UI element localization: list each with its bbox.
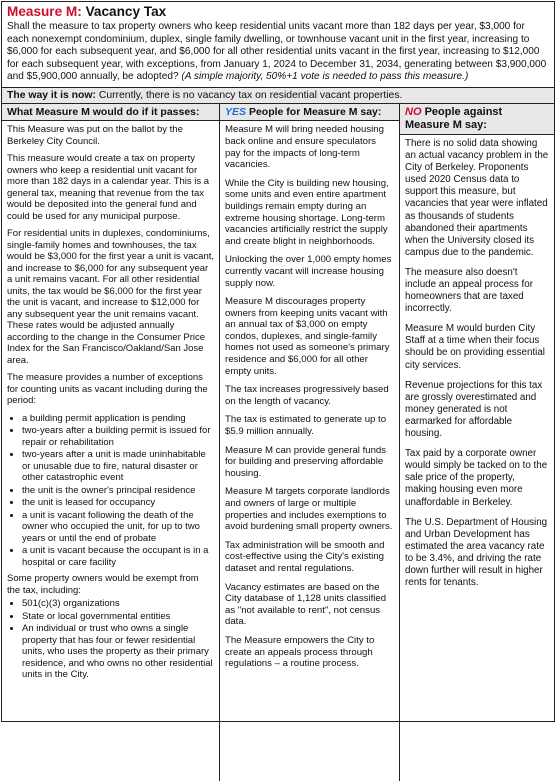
exceptions-list: [7, 413, 214, 569]
no-body: [400, 135, 554, 589]
list-item: • the unit is leased for occupancy: [22, 497, 214, 509]
paragraph: Vacancy estimates are based on the City database of 1,128 units classified as "not available to rent", not census data.: [225, 581, 387, 628]
exempt-list: [7, 598, 214, 681]
paragraph: Measure M can provide general funds for building and preserving affordable housing.: [225, 444, 387, 479]
what-measure-does-column: [2, 104, 220, 781]
paragraph: The Measure empowers the City to create an appeals process through regulations – a routine process.: [225, 634, 375, 670]
paragraph: The tax is estimated to generate up to $5.9 million annually.: [225, 414, 387, 438]
what-measure-does-heading: What Measure M would do if it passes:: [2, 104, 219, 121]
yes-heading-text: People for Measure M say:: [248, 105, 382, 118]
paragraph: This Measure was put on the ballot by the Berkeley City Council.: [7, 124, 183, 147]
yes-heading: [220, 104, 399, 121]
no-heading: [400, 104, 554, 135]
paragraph: Measure M would burden City Staff at a time when their focus should be on providing essential city services.: [405, 323, 545, 371]
list-item: • State or local governmental entities: [22, 611, 214, 623]
paragraph: Measure M targets corporate landlords and owners of large or multiple properties and includes exemptions to avoid burdening small property owners.: [225, 486, 393, 533]
paragraph: Tax paid by a corporate owner would simply be tacked on to the sale price of the property, making housing even more unaffordable in Berkeley.: [405, 448, 548, 508]
ballot-question-text: Shall the measure to tax property owners who keep residential units vacant more than 182 days per year, $3,000 for each nonexempt condominium, duplex, single family dwelling, or townhouse vacant unit in the first year, increasing to $6,000 for each subsequent year, and $6,000 for all other residential units vacant in the first year, increasing to $12,000 for each subsequent year, with exceptions, from January 1, 2024 to December 31, 2034, generating between $3,900,000 and $5,900,000 annually, be adopted?: [7, 21, 547, 83]
no-label: NO: [405, 105, 422, 118]
paragraph: This measure would create a tax on property owners who keep a residential unit vacant for more than 182 days in a calendar year. This is a general tax, meaning that revenue from the tax would be deposited into the general fund and could be used for any municipal purpose.: [7, 153, 210, 222]
measure-title: Vacancy Tax: [85, 4, 167, 19]
paragraph: For residential units in duplexes, condominiums, single-family homes and townhouses, the tax would be $3,000 for the first year a unit is vacant, and increase to $6,000 for any subsequent year a unit remains vacant. For all other residential units, the tax would be $6,000 for the first year the unit is vacant, and increase to $12,000 for any subsequent year the unit remains vacant. These rates would be adjusted annually according to the change in the Consumer Price Index for the San Francisco/Oakland/San Jose area.: [7, 228, 215, 366]
vote-note: (A simple majority, 50%+1 vote is needed to pass this measure.): [181, 71, 469, 83]
ballot-question: [7, 21, 549, 84]
list-item: • a building permit application is pending: [22, 413, 214, 425]
paragraph: There is no solid data showing an actual vacancy problem in the City of Berkeley. Proponents used 2020 Census data to support this measure, but vacancies that year were inflated as thousands of students abandoned their apartments when the University closed its campus due to the pandemic.: [405, 137, 549, 258]
list-item: • a unit is vacant because the occupant is in a hospital or care facility: [22, 545, 214, 568]
paragraph: The U.S. Department of Housing and Urban Development has estimated the area vacancy rate to be 3.4%, and driving the rate down further will result in higher rents for tenants.: [405, 516, 548, 589]
current-status-label: The way it is now:: [7, 89, 96, 101]
yes-column: [220, 104, 400, 781]
list-item: • 501(c)(3) organizations: [22, 598, 214, 610]
paragraph: Tax administration will be smooth and cost-effective using the City's existing dataset and rental regulations.: [225, 539, 385, 574]
paragraph: The measure provides a number of exceptions for counting units as vacant including during the period:: [7, 372, 208, 407]
no-column: [400, 104, 554, 781]
list-item: • the unit is the owner's principal residence: [22, 485, 214, 497]
paragraph: Measure M discourages property owners from keeping units vacant with an annual tax of $3,000 on empty condos, duplexes, and single-family homes not used as someone's primary residence and $6,000 for all other empty units.: [225, 296, 390, 377]
paragraph: While the City is building new housing, some units and even entire apartment buildings remain empty during an extreme housing shortage. Long-term vacancies artificially restrict the supply and create blight in neighborhoods.: [225, 177, 389, 247]
list-item: • An individual or trust who owns a single property that has four or fewer residential units, who uses the property as their primary residence, and who owns no other residential units in the City.: [22, 623, 214, 681]
paragraph: The tax increases progressively based on the length of vacancy.: [225, 384, 389, 407]
yes-body: [220, 121, 399, 669]
paragraph: The measure also doesn't include an appeal process for homeowners that are taxed incorrectly.: [405, 266, 533, 315]
list-item: • two-years after a building permit is issued for repair or rehabilitation: [22, 425, 214, 448]
current-status-text: Currently, there is no vacancy tax on residential vacant properties.: [98, 89, 403, 101]
paragraph: Unlocking the over 1,000 empty homes currently vacant will increase housing supply now.: [225, 254, 392, 289]
no-heading-text: People against Measure M say:: [405, 105, 503, 131]
measure-label: Measure M:: [7, 4, 82, 19]
list-item: • two-years after a unit is made uninhabitable or unusable due to fire, natural disaster or other catastrophic event: [22, 449, 214, 484]
measure-sheet: [1, 1, 555, 722]
measure-header: [2, 2, 554, 88]
paragraph: Some property owners would be exempt from the tax, including:: [7, 573, 199, 596]
what-measure-does-body: [2, 121, 219, 681]
paragraph: Revenue projections for this tax are grossly overestimated and money generated is not earmarked for affordable housing.: [405, 379, 543, 440]
paragraph: Measure M will bring needed housing back online and ensure speculators pay for the impacts of long-term vacancies.: [225, 124, 384, 171]
columns: [2, 104, 554, 781]
yes-label: YES: [225, 105, 247, 118]
page-title: [7, 4, 549, 20]
list-item: • a unit is vacant following the death of the owner who occupied the unit, for up to two years or until the end of probate: [22, 510, 214, 545]
current-status-bar: [2, 88, 554, 104]
